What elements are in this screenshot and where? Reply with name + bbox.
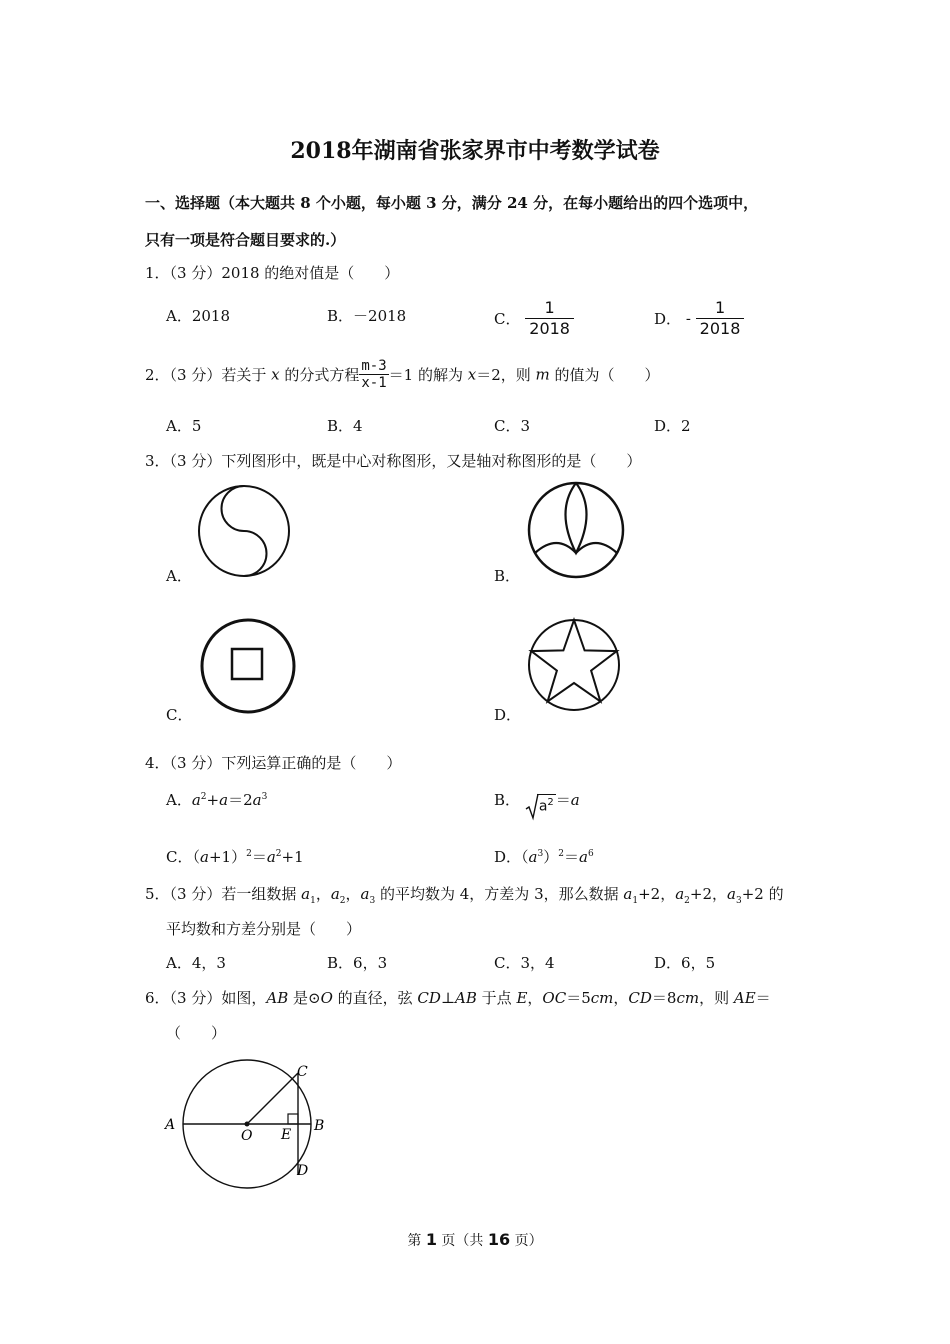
label-c: C (297, 1064, 308, 1080)
q1-option-d-fraction (696, 298, 745, 339)
q1-option-c (494, 298, 574, 339)
q4-stem: 4．（3 分）下列运算正确的是（ ） (145, 754, 402, 772)
q4-option-a-label: A． (166, 791, 192, 809)
q5-text: 5．（3 分）若一组数据 (145, 885, 302, 903)
fraction-denominator: x-1 (361, 375, 387, 391)
footer-page-number: 1 (425, 1230, 437, 1249)
q1-option-a: A．2018 (166, 307, 231, 325)
q5-line2: 平均数和方差分别是（ ） (166, 920, 362, 938)
footer-page-total: 16 (487, 1230, 511, 1249)
q1-option-c-label: C． (494, 310, 521, 328)
label-b: B (314, 1118, 325, 1134)
q2-text: 2．（3 分）若关于 (145, 366, 272, 384)
var-x: x (467, 365, 477, 384)
q2-stem (145, 358, 660, 391)
taiji-figure (197, 484, 291, 578)
fraction-numerator: m-3 (361, 358, 387, 374)
q6-line1: 6．（3 分）如图，AB 是⊙O 的直径，弦 CD⊥AB 于点 E，OC＝5cm，CD＝8cm，则 AE＝ (145, 989, 771, 1007)
q1-option-b: B．－2018 (327, 307, 407, 325)
label-d: D (297, 1163, 309, 1179)
radicand: a (538, 799, 548, 815)
q1-stem: 1．（3 分）2018 的绝对值是（ ） (145, 264, 400, 282)
q2-option-a: A．5 (166, 417, 202, 435)
q5-option-c: C．3，4 (494, 954, 555, 972)
minus-sign: - (685, 309, 691, 328)
q6-line2: （ ） (166, 1024, 227, 1042)
q4-option-b-label: B． (494, 791, 521, 809)
q3-stem: 3．（3 分）下列图形中，既是中心对称图形，又是轴对称图形的是（ ） (145, 452, 642, 470)
q4-option-b (494, 789, 580, 815)
q5-option-b: B．6，3 (327, 954, 388, 972)
q2-fraction (359, 358, 388, 391)
q5-line1: 5．（3 分）若一组数据 $a_1$，$a_2$，$a_3$ 的平均数为 4，方差为 3，那么数据 $a_1+2$，$a_2+2$，$a_3+2$ 的 (145, 885, 784, 906)
label-a: A (165, 1117, 176, 1133)
page-footer (0, 1230, 950, 1250)
q4-option-c: C．$(a+1)^2=a^2+1$ (166, 848, 304, 866)
three-petal-figure (527, 481, 625, 579)
label-o: O (241, 1128, 253, 1144)
q3-option-d: D． (494, 706, 522, 724)
q4-option-d: D．$(a^3)^2=a^6$ (494, 848, 594, 866)
exponent: 2 (547, 797, 554, 809)
q3-option-c: C． (166, 706, 193, 724)
sqrt-expression (525, 799, 556, 815)
page-title: 2018年湖南省张家界市中考数学试卷 (290, 138, 660, 164)
q5-option-a: A．4，3 (166, 954, 226, 972)
q5-option-d: D．6，5 (654, 954, 716, 972)
q2-option-d: D．2 (654, 417, 691, 435)
q2-text: 的值为（ ） (549, 366, 660, 384)
q4-option-c-label: C． (166, 848, 193, 866)
q1-option-c-fraction (525, 298, 574, 339)
fraction-denominator: 2018 (699, 319, 741, 338)
section-heading-line1: 一、选择题（本大题共 8 个小题，每小题 3 分，满分 24 分，在每小题给出的四个选项中， (145, 194, 759, 212)
q4-option-a: A．$a^2+a=2a^3$ (166, 791, 268, 809)
label-e: E (281, 1127, 292, 1143)
footer-text: 第 (407, 1233, 426, 1249)
square-in-circle-figure (199, 617, 297, 715)
q2-text: ＝2，则 (476, 366, 536, 384)
q1-option-d (654, 298, 744, 339)
q2-option-b: B．4 (327, 417, 363, 435)
circle-chord-diagram (160, 1050, 340, 1200)
footer-text: 页） (510, 1233, 543, 1249)
q1-option-d-label: D． (654, 310, 682, 328)
q2-text: ＝1 的解为 (388, 366, 468, 384)
var-a: a (570, 791, 580, 809)
fraction-numerator: 1 (525, 298, 574, 319)
fraction-numerator: 1 (696, 298, 745, 319)
radical-sign-icon (525, 793, 539, 819)
q5-text: 的平均数为 4，方差为 3，那么数据 (375, 885, 624, 903)
q3-option-a: A． (166, 567, 192, 585)
section-heading-line2: 只有一项是符合题目要求的.） (145, 231, 346, 249)
var-x: x (271, 365, 280, 384)
q4-option-d-label: D． (494, 848, 522, 866)
q3-option-b: B． (494, 567, 521, 585)
footer-text: 页（共 (436, 1233, 488, 1249)
star-in-circle-figure (527, 618, 621, 712)
q2-option-c: C．3 (494, 417, 531, 435)
var-m: m (535, 365, 550, 384)
fraction-denominator: 2018 (529, 319, 570, 338)
q2-text: 的分式方程 (279, 366, 360, 384)
equals-sign: ＝ (555, 791, 571, 809)
